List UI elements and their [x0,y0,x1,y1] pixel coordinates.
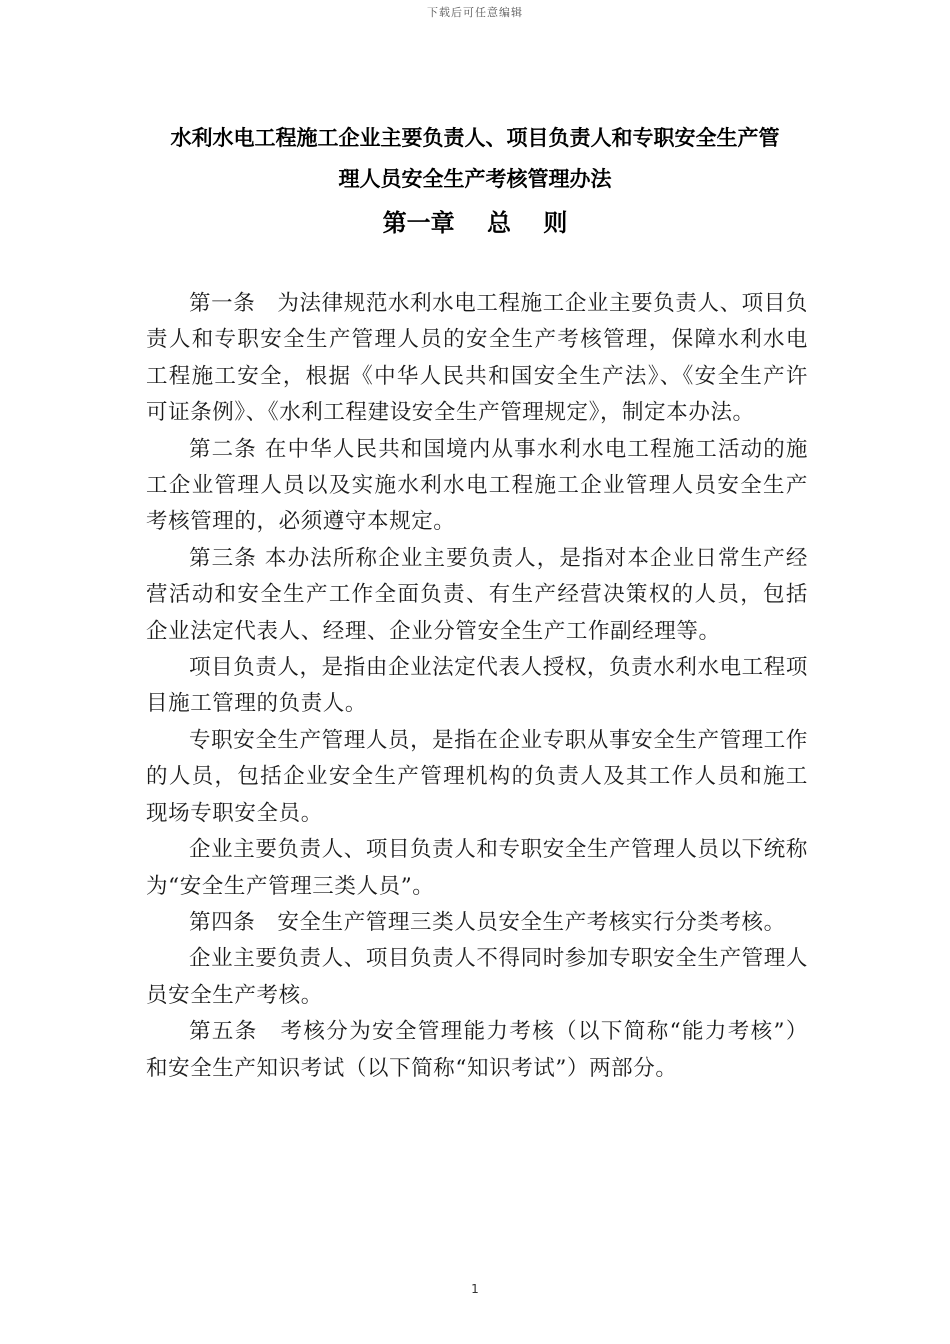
document-title-line-2: 理人员安全生产考核管理办法 [338,167,612,191]
paragraph-article-1: 第一条 为法律规范水利水电工程施工企业主要负责人、项目负责人和专职安全生产管理人员的安全生产考核管理，保障水利水电工程施工安全，根据《中华人民共和国安全生产法》、《安全生产许可证条例》、《水利工程建设安全生产管理规定》，制定本办法。 [146,291,808,426]
header-note: 下载后可任意编辑 [427,6,523,19]
document-title [130,118,820,200]
paragraph-safety-manager-definition: 专职安全生产管理人员，是指在企业专职从事安全生产管理工作的人员，包括企业安全生产管理机构的负责人及其工作人员和施工现场专职安全员。 [146,727,808,826]
document-body [146,286,808,1087]
document-title-line-1: 水利水电工程施工企业主要负责人、项目负责人和专职安全生产管 [170,126,780,150]
page-number: 1 [471,1282,479,1296]
paragraph-article-4: 第四条 安全生产管理三类人员安全生产考核实行分类考核。 [189,909,786,935]
paragraph-article-5: 第五条 考核分为安全管理能力考核（以下简称“能力考核”）和安全生产知识考试（以下简称“知识考试”）两部分。 [146,1019,808,1081]
paragraph-project-leader-definition: 项目负责人，是指由企业法定代表人授权，负责水利水电工程项目施工管理的负责人。 [146,655,808,717]
paragraph-article-2: 第二条 在中华人民共和国境内从事水利水电工程施工活动的施工企业管理人员以及实施水利水电工程施工企业管理人员安全生产考核管理的，必须遵守本规定。 [146,436,808,535]
chapter-heading: 第一章 总 则 [382,209,568,237]
paragraph-article-4-note: 企业主要负责人、项目负责人不得同时参加专职安全生产管理人员安全生产考核。 [146,946,808,1008]
paragraph-article-3: 第三条 本办法所称企业主要负责人，是指对本企业日常生产经营活动和安全生产工作全面负责、有生产经营决策权的人员，包括企业法定代表人、经理、企业分管安全生产工作副经理等。 [146,545,808,644]
paragraph-three-categories: 企业主要负责人、项目负责人和专职安全生产管理人员以下统称为“安全生产管理三类人员”。 [146,837,808,899]
